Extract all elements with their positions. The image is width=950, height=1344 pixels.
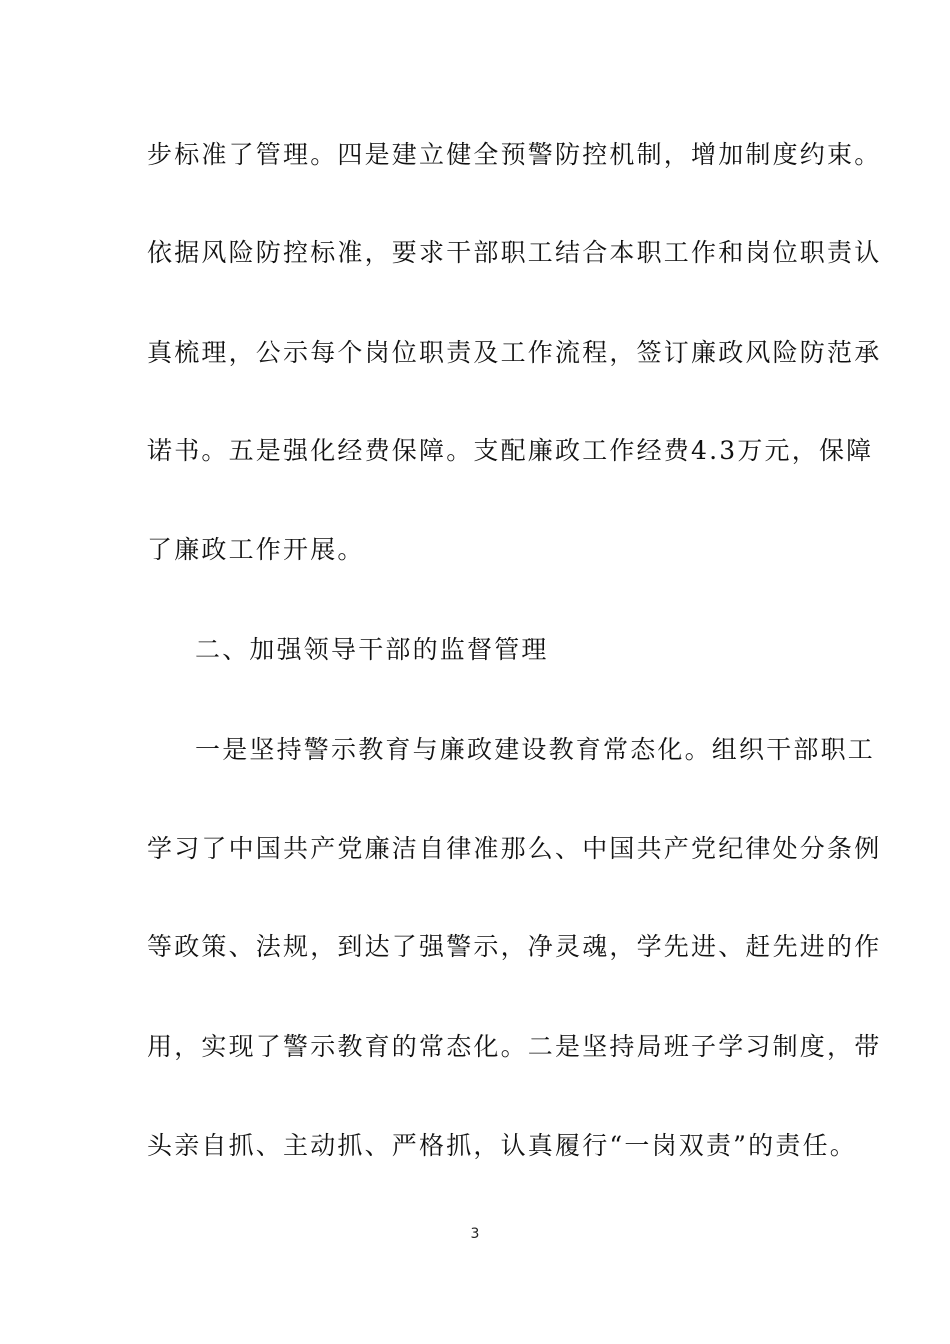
paragraph-line: 一是坚持警示教育与廉政建设教育常态化。组织干部职工 (195, 735, 876, 764)
paragraph-line: 真梳理，公示每个岗位职责及工作流程，签订廉政风险防范承 (147, 338, 882, 367)
page-number: 3 (470, 1226, 480, 1242)
paragraph-line: 用，实现了警示教育的常态化。二是坚持局班子学习制度，带 (147, 1032, 882, 1061)
section-heading: 二、加强领导干部的监督管理 (195, 635, 549, 664)
paragraph-line: 了廉政工作开展。 (147, 535, 365, 564)
paragraph-line: 头亲自抓、主动抓、严格抓，认真履行“一岗双责”的责任。 (147, 1131, 857, 1160)
paragraph-line: 等政策、法规，到达了强警示，净灵魂，学先进、赶先进的作 (147, 932, 882, 961)
paragraph-line: 学习了中国共产党廉洁自律准那么、中国共产党纪律处分条例 (147, 834, 882, 863)
paragraph-line: 依据风险防控标准，要求干部职工结合本职工作和岗位职责认 (147, 238, 882, 267)
paragraph-line: 步标准了管理。四是建立健全预警防控机制，增加制度约束。 (147, 140, 882, 169)
paragraph-line: 诺书。五是强化经费保障。支配廉政工作经费4.3万元，保障 (147, 436, 874, 465)
